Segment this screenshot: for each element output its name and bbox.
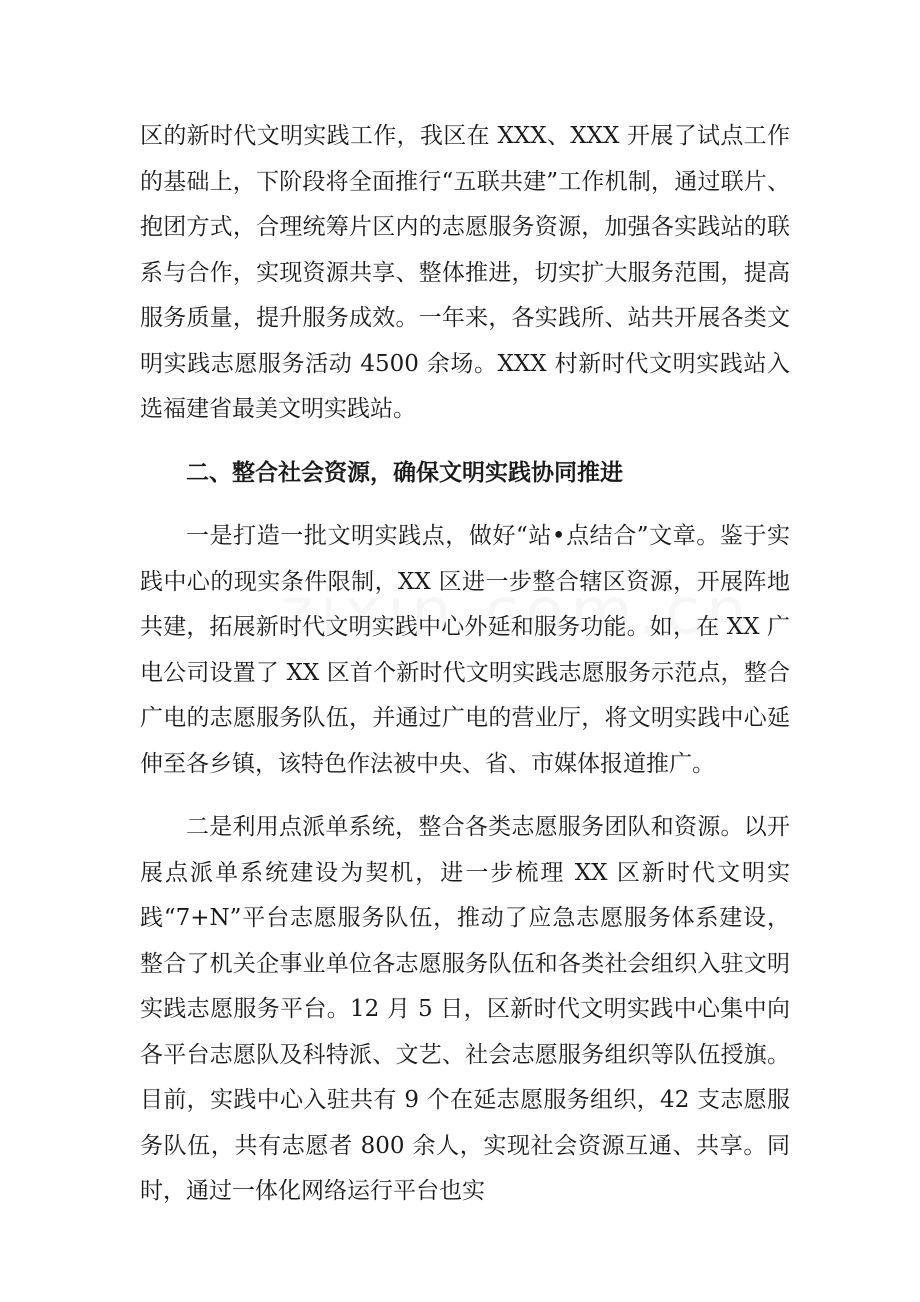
document-body: [140, 114, 790, 1215]
section-heading: 二、整合社会资源，确保文明实践协同推进: [186, 459, 623, 486]
paragraph-dispatch-system: 二是利用点派单系统，整合各类志愿服务团队和资源。以开展点派单系统建设为契机，进一步梳理 XX 区新时代文明实践“7+N”平台志愿服务队伍，推动了应急志愿服务体系建设，整合了机关企事业单位各志愿服务队伍和各类社会组织入驻文明实践志愿服务平台。12 月 5 日，区新时代文明实践中心集中向各平台志愿队及科特派、文艺、社会志愿服务组织等队伍授旗。目前，实践中心入驻共有 9 个在延志愿服务组织，42 支志愿服务队伍，共有志愿者 800 余人，实现社会资源互通、共享。同时，通过一体化网络运行平台也实: [140, 814, 790, 1204]
paragraph-continuation: 区的新时代文明实践工作，我区在 XXX、XXX 开展了试点工作的基础上，下阶段将全面推行“五联共建”工作机制，通过联片、抱团方式，合理统筹片区内的志愿服务资源，加强各实践站的联系与合作，实现资源共享、整体推进，切实扩大服务范围，提高服务质量，提升服务成效。一年来，各实践所、站共开展各类文明实践志愿服务活动 4500 余场。XXX 村新时代文明实践站入选福建省最美文明实践站。: [140, 123, 790, 422]
paragraph-practice-points: 一是打造一批文明实践点，做好“站•点结合”文章。鉴于实践中心的现实条件限制，XX 区进一步整合辖区资源，开展阵地共建，拓展新时代文明实践中心外延和服务功能。如，在 XX 广电公司设置了 XX 区首个新时代文明实践志愿服务示范点，整合广电的志愿服务队伍，并通过广电的营业厅，将文明实践中心延伸至各乡镇，该特色作法被中央、省、市媒体报道推广。: [140, 523, 790, 777]
